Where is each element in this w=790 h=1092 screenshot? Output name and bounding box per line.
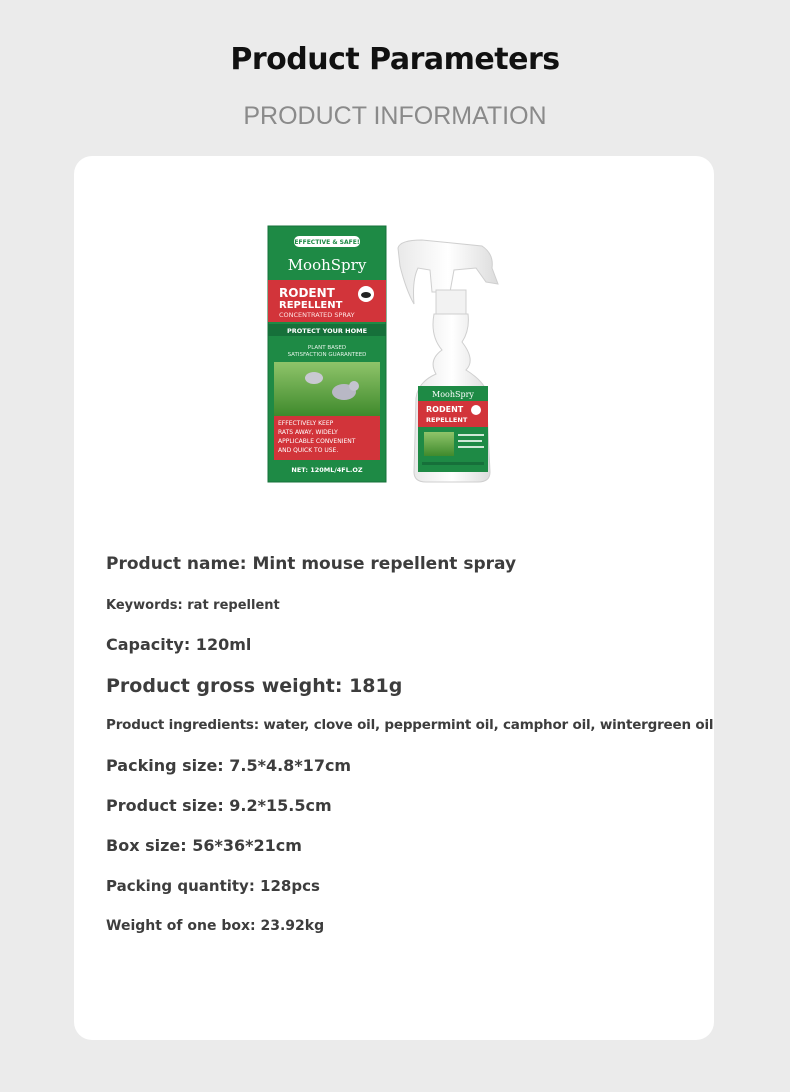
product-keywords: Keywords: rat repellent (106, 598, 280, 613)
box-desc2: RATS AWAY, WIDELY (278, 429, 338, 436)
box-desc3: APPLICABLE CONVENIENT (278, 438, 356, 445)
packing-size: Packing size: 7.5*4.8*17cm (106, 756, 352, 775)
product-photo (186, 210, 586, 530)
box-desc4: AND QUICK TO USE. (278, 447, 339, 454)
product-ingredients: Product ingredients: water, clove oil, peppermint oil, camphor oil, wintergreen oil (106, 717, 714, 733)
product-size: Product size: 9.2*15.5cm (106, 796, 332, 815)
page-title: Product Parameters (230, 42, 560, 77)
box-badge: EFFECTIVE & SAFE! (294, 239, 360, 246)
spray-bottle (398, 240, 498, 482)
box-weight: Weight of one box: 23.92kg (106, 918, 325, 934)
bottle-line2: REPELLENT (426, 416, 468, 424)
box-line2: REPELLENT (279, 300, 343, 311)
product-box (268, 226, 386, 482)
packing-quantity: Packing quantity: 128pcs (106, 877, 320, 895)
box-brand: MoohSpry (287, 256, 367, 274)
box-line3: CONCENTRATED SPRAY (279, 311, 355, 319)
product-name: Product name: Mint mouse repellent spray (106, 554, 517, 574)
page-subtitle: PRODUCT INFORMATION (243, 102, 547, 130)
box-desc1: EFFECTIVELY KEEP (278, 420, 334, 427)
box-protect: PROTECT YOUR HOME (286, 327, 368, 335)
box-claim2: SATISFACTION GUARANTEED (287, 352, 367, 358)
box-net: NET: 120ML/4FL.OZ (291, 466, 363, 474)
product-gross-weight: Product gross weight: 181g (106, 675, 403, 697)
box-line1: RODENT (279, 286, 335, 300)
product-capacity: Capacity: 120ml (106, 635, 252, 654)
box-size: Box size: 56*36*21cm (106, 836, 302, 855)
bottle-brand: MoohSpry (432, 390, 474, 399)
box-claim1: PLANT BASED (307, 345, 347, 351)
bottle-line1: RODENT (426, 405, 464, 414)
